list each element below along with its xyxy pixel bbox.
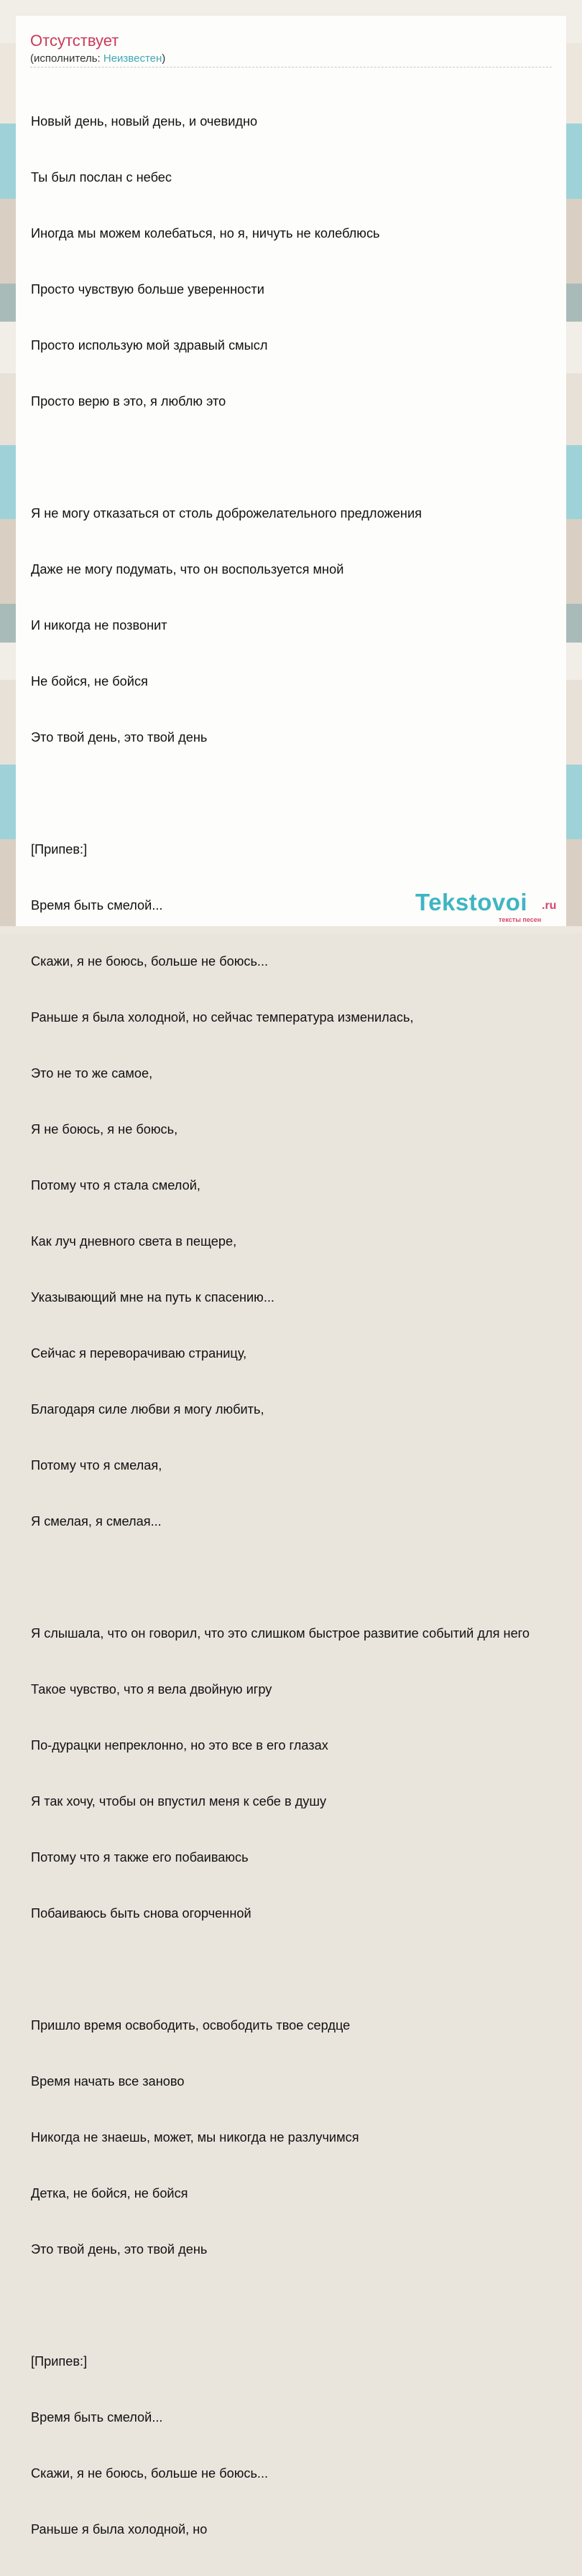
lyrics-line: Никогда не знаешь, может, мы никогда не разлучимся <box>31 2130 359 2145</box>
lyrics-line: Время быть смелой... <box>31 2410 163 2425</box>
lyrics-line: Новый день, новый день, и очевидно <box>31 114 258 129</box>
logo-name: Tekstovoi <box>415 889 528 915</box>
lyrics-line <box>31 784 577 803</box>
lyrics-card <box>16 16 566 2537</box>
song-title: Отсутствует <box>30 32 119 50</box>
lyrics-line: Потому что я стала смелой, <box>31 1178 200 1193</box>
lyrics-line: Потому что я смелая, <box>31 1458 162 1473</box>
performer-link[interactable]: Неизвестен <box>103 52 162 65</box>
logo-tagline: тексты песен <box>499 916 542 923</box>
lyrics-line: Потому что я также его побаиваюсь <box>31 1850 249 1865</box>
lyrics-line: Это твой день, это твой день <box>31 2242 208 2257</box>
lyrics-line: Ты был послан с небес <box>31 170 172 185</box>
lyrics-line: Раньше я была холодной, но сейчас температура изменилась, <box>31 1010 414 1025</box>
lyrics-line: По-дурацки непреклонно, но это все в его глазах <box>31 1738 328 1753</box>
lyrics-line: Не бойся, не бойся <box>31 674 148 689</box>
lyrics-line: Сейчас я переворачиваю страницу, <box>31 1346 247 1361</box>
lyrics-line: Просто использую мой здравый смысл <box>31 338 268 353</box>
lyrics-line: Я смелая, я смелая... <box>31 1514 162 1529</box>
lyrics-line: [Припев:] <box>31 842 88 857</box>
lyrics-line <box>31 2296 577 2315</box>
lyrics-line <box>31 1960 577 1979</box>
lyrics-line: Я слышала, что он говорил, что это слишком быстрое развитие событий для него <box>31 1626 530 1641</box>
lyrics-line: Я не могу отказаться от столь доброжелательного предложения <box>31 506 422 521</box>
lyrics-line: Пришло время освободить, освободить твое сердце <box>31 2018 351 2033</box>
site-logo[interactable] <box>415 889 562 930</box>
lyrics-line: Просто верю в это, я люблю это <box>31 394 226 409</box>
lyrics-line: Скажи, я не боюсь, больше не боюсь... <box>31 954 269 969</box>
lyrics-text <box>31 75 577 2576</box>
lyrics-line: Побаиваюсь быть снова огорченной <box>31 1906 251 1921</box>
lyrics-line: Время быть смелой... <box>31 898 163 913</box>
lyrics-line: Это не то же самое, <box>31 1066 153 1081</box>
lyrics-line: Указывающий мне на путь к спасению... <box>31 1290 274 1305</box>
bottom-border <box>0 926 582 933</box>
lyrics-line: Скажи, я не боюсь, больше не боюсь... <box>31 2466 269 2481</box>
lyrics-line: Раньше я была холодной, но <box>31 2522 208 2537</box>
lyrics-line: Я не боюсь, я не боюсь, <box>31 1122 178 1137</box>
lyrics-line: Иногда мы можем колебаться, но я, ничуть не колеблюсь <box>31 226 380 241</box>
lyrics-line: Как луч дневного света в пещере, <box>31 1234 237 1249</box>
lyrics-line <box>31 1568 577 1587</box>
lyrics-line: Это твой день, это твой день <box>31 730 208 745</box>
lyrics-line: [Припев:] <box>31 2354 88 2369</box>
lyrics-line: Просто чувствую больше уверенности <box>31 282 264 297</box>
lyrics-line: Такое чувство, что я вела двойную игру <box>31 1682 272 1697</box>
lyrics-line: Я так хочу, чтобы он впустил меня к себе в душу <box>31 1794 327 1809</box>
lyrics-line: Время начать все заново <box>31 2074 185 2089</box>
lyrics-line: И никогда не позвонит <box>31 618 167 633</box>
lyrics-line <box>31 448 577 467</box>
lyrics-line: Детка, не бойся, не бойся <box>31 2186 188 2201</box>
performer-line <box>30 52 165 65</box>
lyrics-line: Благодаря силе любви я могу любить, <box>31 1402 264 1417</box>
lyrics-line: Даже не могу подумать, что он воспользуется мной <box>31 562 344 577</box>
performer-suffix: ) <box>162 52 166 65</box>
performer-prefix: (исполнитель: <box>30 52 103 65</box>
logo-tld: .ru <box>542 900 557 912</box>
